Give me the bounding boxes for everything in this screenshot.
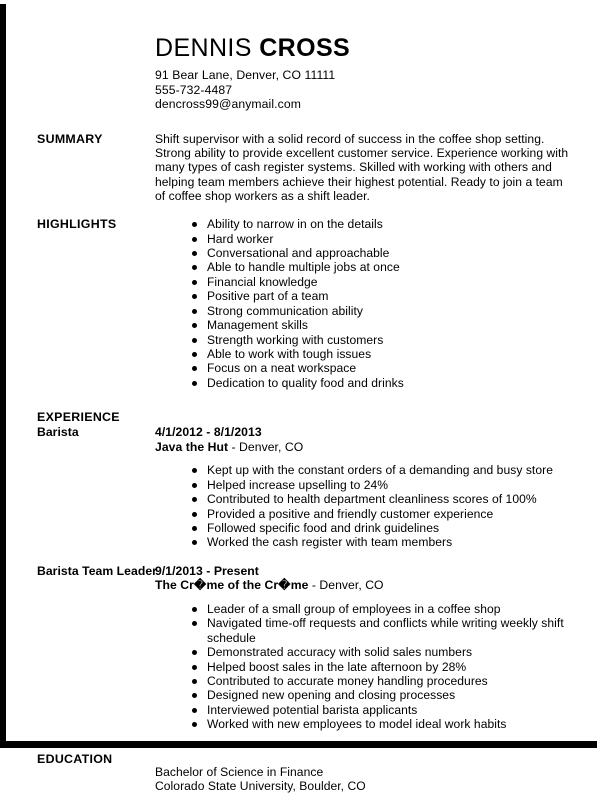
job-dates: 4/1/2012 - 8/1/2013 xyxy=(155,425,262,440)
experience-content-column xyxy=(155,410,570,550)
candidate-name xyxy=(155,34,570,62)
education-heading: EDUCATION xyxy=(37,751,113,766)
job-company-name: The Cr�me of the Cr�me xyxy=(155,578,309,593)
candidate-last-name: CROSS xyxy=(259,34,351,62)
job-company xyxy=(155,440,570,455)
list-item: Worked with new employees to model ideal work habits xyxy=(189,717,570,731)
list-item: Worked the cash register with team members xyxy=(189,535,570,549)
education-label-column xyxy=(37,752,155,767)
job-company-name: Java the Hut xyxy=(155,439,229,454)
job-title: Barista xyxy=(37,425,79,440)
list-item: Helped increase upselling to 24% xyxy=(189,478,570,492)
education-content-column xyxy=(155,752,570,793)
experience-label-column xyxy=(37,410,155,440)
highlights-content-column xyxy=(155,217,570,390)
section-experience xyxy=(37,410,570,550)
list-item: Hard worker xyxy=(189,232,570,246)
list-item: Leader of a small group of employees in a coffee shop xyxy=(189,602,570,616)
experience-heading: EXPERIENCE xyxy=(37,410,120,425)
list-item: Able to work with tough issues xyxy=(189,347,570,361)
list-item: Financial knowledge xyxy=(189,275,570,289)
job-bullets-list xyxy=(155,463,570,549)
summary-text: Shift supervisor with a solid record of success in the coffee shop setting. Strong ability to provide excellent customer service. Experience working with many types of cash register systems. Skilled with working with others and helping team members achieve their highest potential. Ready to join a team of coffee shop workers as a shift leader. xyxy=(155,131,569,203)
list-item: Conversational and approachable xyxy=(189,246,570,260)
education-degree: Bachelor of Science in Finance xyxy=(155,764,324,779)
summary-content-column xyxy=(155,132,570,203)
section-highlights xyxy=(37,217,570,390)
list-item: Interviewed potential barista applicants xyxy=(189,703,570,717)
job-title: Barista Team Leader xyxy=(37,563,157,578)
highlights-heading: HIGHLIGHTS xyxy=(37,217,117,232)
list-item: Contributed to health department cleanliness scores of 100% xyxy=(189,492,570,506)
job-bullets-list xyxy=(155,602,570,732)
job-company-location: - Denver, CO xyxy=(308,578,384,593)
highlights-label-column xyxy=(37,217,155,232)
contact-phone: 555-732-4487 xyxy=(155,82,233,97)
list-item: Management skills xyxy=(189,318,570,332)
list-item: Kept up with the constant orders of a demanding and busy store xyxy=(189,463,570,477)
list-item: Positive part of a team xyxy=(189,289,570,303)
section-summary xyxy=(37,132,570,203)
list-item: Ability to narrow in on the details xyxy=(189,217,570,231)
list-item: Navigated time-off requests and conflicts while writing weekly shift schedule xyxy=(189,616,570,645)
list-item: Helped boost sales in the late afternoon by 28% xyxy=(189,660,570,674)
experience-job-2 xyxy=(37,564,570,732)
job-dates: 9/1/2013 - Present xyxy=(155,563,259,578)
job-company-location: - Denver, CO xyxy=(228,439,304,454)
job-2-content-column xyxy=(155,564,570,732)
education-school: Colorado State University, Boulder, CO xyxy=(155,778,366,793)
contact-address: 91 Bear Lane, Denver, CO 11111 xyxy=(155,68,336,82)
summary-heading: SUMMARY xyxy=(37,131,103,146)
list-item: Able to handle multiple jobs at once xyxy=(189,260,570,274)
list-item: Provided a positive and friendly customer experience xyxy=(189,507,570,521)
resume-header xyxy=(37,34,570,112)
job-company xyxy=(155,578,570,593)
candidate-first-name: DENNIS xyxy=(155,34,252,62)
list-item: Strength working with customers xyxy=(189,333,570,347)
summary-label-column xyxy=(37,132,155,147)
list-item: Contributed to accurate money handling procedures xyxy=(189,674,570,688)
contact-email: dencross99@anymail.com xyxy=(155,97,301,112)
list-item: Demonstrated accuracy with solid sales numbers xyxy=(189,645,570,659)
highlights-list xyxy=(155,217,570,390)
resume-page xyxy=(6,0,600,793)
list-item: Designed new opening and closing processes xyxy=(189,688,570,702)
list-item: Dedication to quality food and drinks xyxy=(189,376,570,390)
list-item: Strong communication ability xyxy=(189,304,570,318)
list-item: Focus on a neat workspace xyxy=(189,361,570,375)
job-2-label-column xyxy=(37,564,155,579)
section-education xyxy=(37,752,570,793)
list-item: Followed specific food and drink guidelines xyxy=(189,521,570,535)
